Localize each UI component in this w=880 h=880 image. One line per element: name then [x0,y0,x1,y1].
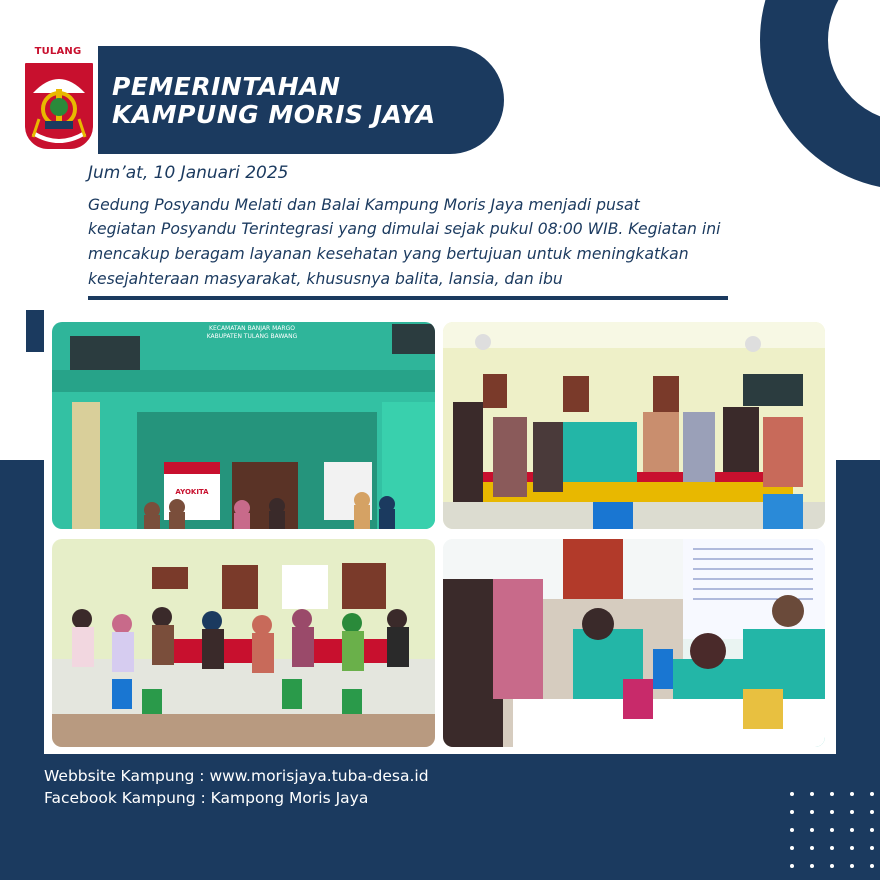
svg-text:KECAMATAN BANJAR MARGO: KECAMATAN BANJAR MARGO [209,325,295,332]
footer-facebook: Facebook Kampung : Kampong Moris Jaya [44,789,369,807]
title-line-2: KAMPUNG MORIS JAYA [112,100,436,129]
logo-banner-text: TULANG [18,44,98,60]
paragraph-line: kegiatan Posyandu Terintegrasi yang dimulai sejak pukul 08:00 WIB. Kegiatan ini [88,220,721,238]
emblem-icon [22,60,96,152]
tulang-bawang-logo [18,44,98,154]
svg-text:AYOKITA: AYOKITA [175,488,209,496]
photo-hall-crowd [52,539,435,747]
decorative-ring [760,0,880,190]
post-date: Jum’at, 10 Januari 2025 [88,163,289,183]
paragraph-line: mencakup beragam layanan kesehatan yang bertujuan untuk meningkatkan [88,245,689,263]
text-underline [88,296,728,300]
footer-website: Webbsite Kampung : www.morisjaya.tuba-desa.id [44,767,429,785]
dot-grid-icon [790,792,870,872]
paragraph-line: kesejahteraan masyarakat, khususnya balita, lansia, dan ibu [88,270,563,288]
photo-registration-desk [443,539,825,747]
svg-text:KABUPATEN TULANG BAWANG: KABUPATEN TULANG BAWANG [206,333,298,340]
title-line-1: PEMERINTAHAN [112,72,341,101]
photo-hall-weighing [443,322,825,529]
photo-posyandu-building [52,322,435,529]
paragraph-line: Gedung Posyandu Melati dan Balai Kampung Moris Jaya menjadi pusat [88,196,640,214]
